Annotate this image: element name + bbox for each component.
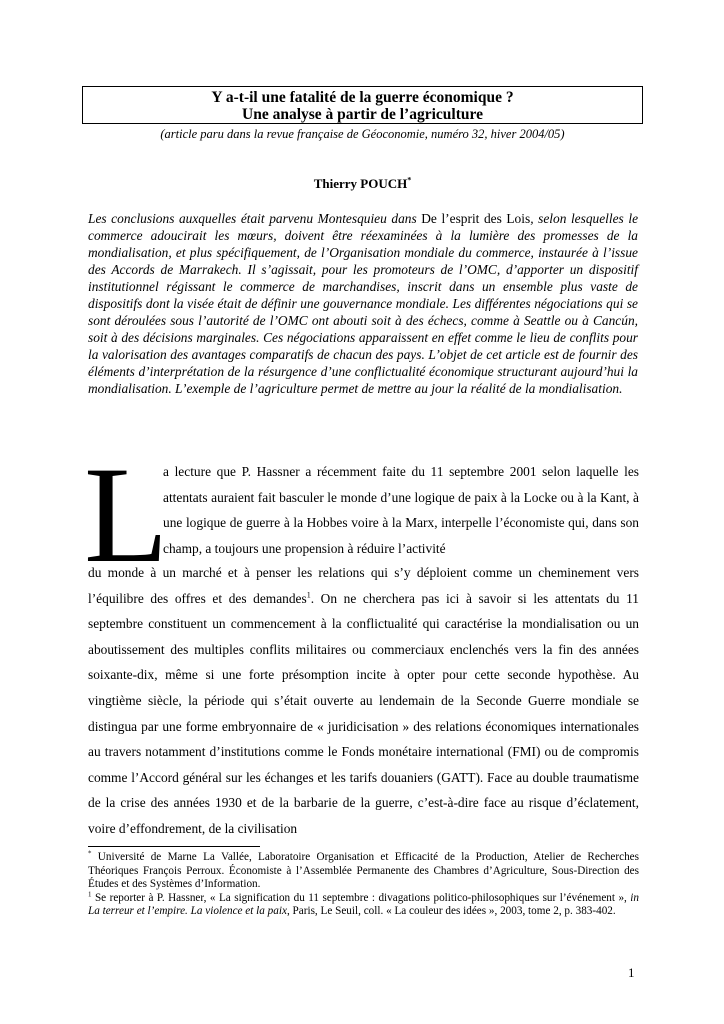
- footnotes: [88, 851, 639, 919]
- footnote-separator: [88, 846, 260, 847]
- title-line-2: Une analyse à partir de l’agriculture: [242, 106, 483, 123]
- abstract-part-2: , selon lesquelles le commerce adoucirait les mœurs, doivent être réexaminées à la lumière des promesses de la mondialisation, et plus spécifiquement, de l’Organisation mondiale du commerce, instaurée à l’issue des Accords de Marrakech. Il s’agissait, pour les promoteurs de l’OMC, d’apporter un dispositif institutionnel régissant le commerce de marchandises, inscrit dans un ensemble plus vaste de dispositifs dont la visée était de définir une gouvernance mondiale. Les différentes négociations qui se sont déroulées sous l’autorité de l’OMC ont abouti soit à des échecs, comme à Seattle ou à Cancún, soit à des décisions marginales. Ces négociations apparaissent en effet comme le lieu de conflits pour la valorisation des avantages comparatifs de chacun des pays. L’objet de cet article est de fournir des éléments d’interprétation de la résurgence d’une conflictualité économique structurant aujourd’hui la mondialisation. L’exemple de l’agriculture permet de mettre au jour la réalité de la mondialisation.: [88, 211, 639, 397]
- footnote-1-pre: Se reporter à P. Hassner, « La signification du 11 septembre : divagations politico-philosophiques sur l’événement »,: [91, 891, 631, 904]
- publication-note: (article paru dans la revue française de Géoconomie, numéro 32, hiver 2004/05): [160, 127, 565, 141]
- article-title: [82, 86, 643, 124]
- title-line-1: Y a-t-il une fatalité de la guerre économique ?: [211, 89, 514, 106]
- drop-cap: L: [84, 438, 169, 591]
- footnote-1-post: , Paris, Le Seuil, coll. « La couleur des idées », 2003, tome 2, p. 383-402.: [286, 905, 616, 918]
- footnote-author-text: Université de Marne La Vallée, Laboratoire Organisation et Efficacité de la Production, Atelier de Recherches Théoriques François Perroux. Économiste à l’Assemblée Permanente des Chambres d’Agriculture, Sous-Direction des Études et des Systèmes d’Information.: [88, 851, 639, 891]
- author-text: Thierry POUCH: [313, 176, 408, 191]
- page-number: 1: [628, 965, 635, 980]
- abstract: [88, 210, 638, 398]
- body-paragraph: [88, 560, 639, 842]
- abstract-book-title: De l’esprit des Lois: [421, 211, 531, 226]
- author-name: [82, 176, 643, 192]
- body-paragraph-indented: a lecture que P. Hassner a récemment faite du 11 septembre 2001 selon laquelle les attentats auraient fait basculer le monde d’une logique de paix à la Locke ou à la Kant, à une logique de guerre à la Hobbes voire à la Marx, interpelle l’économiste qui, dans son champ, a toujours une propension à réduire l’activité: [163, 464, 639, 556]
- author-footnote-mark: *: [407, 175, 412, 185]
- footnote-1-italic: in La terreur et l’empire. La violence et la paix: [88, 891, 639, 918]
- body-text-b: . On ne cherchera pas ici à savoir si les attentats du 11 septembre constituent un commencement à la conflictualité qui caractérise la mondialisation ou un aboutissement des multiples conflits militaires ou commerciaux enclenchés vers la fin des années soixante-dix, même si une forte présomption incite à opter pour cette seconde hypothèse. Au vingtième siècle, la période qui s’était ouverte au lendemain de la Seconde Guerre mondiale se distingua par une forme embryonnaire de « juridicisation » des relations économiques internationales au travers notamment d’institutions comme le Fonds monétaire international (FMI) ou de compromis comme l’Accord général sur les échanges et les tarifs douaniers (GATT). Face au double traumatisme de la crise des années 1930 et de la barbarie de la guerre, c’est-à-dire face au risque d’éclatement, voire d’effondrement, de la civilisation: [88, 590, 639, 836]
- footnote-1-mark: 1: [88, 890, 92, 899]
- footnote-1: [88, 892, 639, 919]
- body-text-a: du monde à un marché et à penser les relations qui s’y déploient comme un cheminement vers l’équilibre des offres et des demandes: [88, 565, 639, 606]
- footnote-author: [88, 851, 639, 892]
- footnote-author-mark: *: [88, 849, 92, 858]
- abstract-part-1: Les conclusions auxquelles était parvenu Montesquieu dans: [88, 211, 422, 226]
- footnote-ref-1: 1: [306, 590, 311, 600]
